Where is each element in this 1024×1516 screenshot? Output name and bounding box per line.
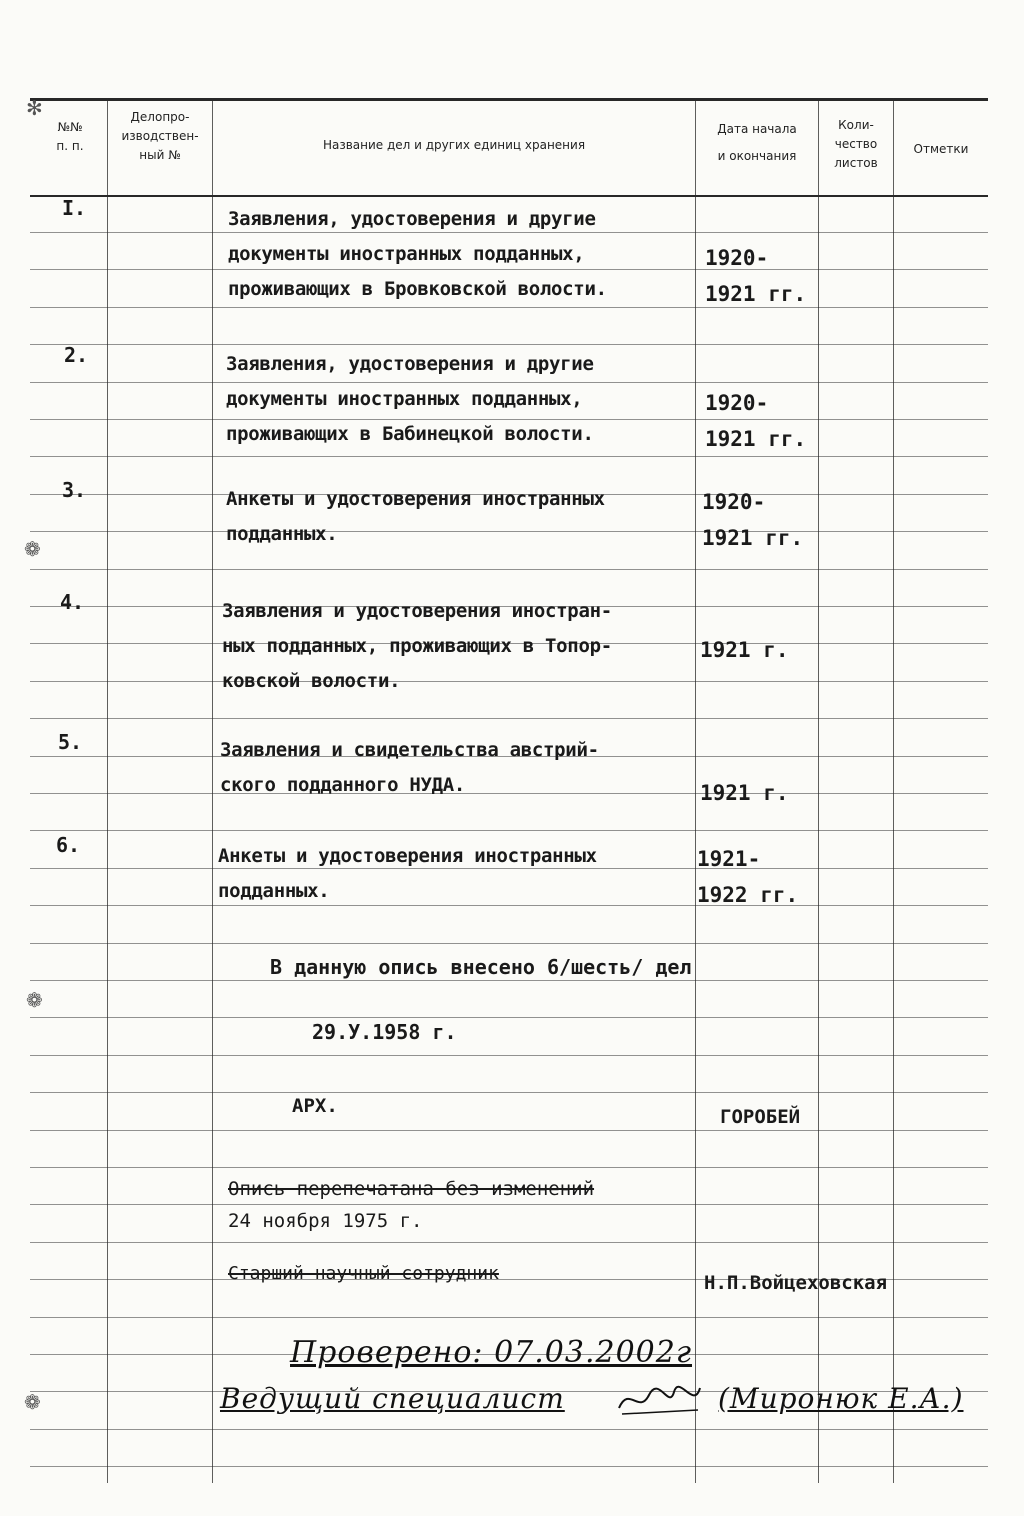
entry-dates <box>700 775 789 811</box>
binding-hole-mark: ❁ <box>26 988 43 1012</box>
entry-title <box>220 733 599 803</box>
entry-title-line: Заявления и свидетельства австрий- <box>220 739 599 761</box>
header-office-line1: Делопро- <box>130 110 190 124</box>
header-count-line3: листов <box>834 156 878 170</box>
ruled-line <box>30 830 988 831</box>
ruled-line <box>30 1092 988 1093</box>
entry-date-single: 1921 г. <box>700 638 789 662</box>
entry-title <box>228 202 607 307</box>
entry-date-end: 1921 гг. <box>702 526 804 550</box>
header-title <box>213 136 695 155</box>
entry-date-start: 1920- <box>705 391 769 415</box>
compiler-name: ГОРОБЕЙ <box>720 1106 801 1128</box>
entry-number: 4. <box>60 590 85 614</box>
ruled-line <box>30 1167 988 1168</box>
senior-name: Н.П.Войцеховская <box>704 1272 888 1294</box>
entry-title <box>226 347 594 452</box>
entry-title-line: проживающих в Бровковской волости. <box>228 278 607 300</box>
lead-title-handwriting: Ведущий специалист <box>220 1382 565 1415</box>
lead-name-handwriting: (Миронюк Е.А.) <box>718 1382 964 1415</box>
entry-title-line: ского подданного НУДА. <box>220 774 466 796</box>
entry-date-end: 1922 гг. <box>697 883 799 907</box>
entry-title-line: подданных. <box>218 880 330 902</box>
signature-scribble-icon <box>614 1380 704 1420</box>
header-office-line3: ный № <box>139 148 181 162</box>
senior-title: Старший научный сотрудник <box>228 1263 499 1284</box>
ruled-line <box>30 1317 988 1318</box>
header-num-line1: №№ <box>57 120 83 134</box>
compiler-position: АРХ. <box>292 1095 338 1117</box>
entry-title-line: документы иностранных подданных, <box>228 243 585 265</box>
ruled-line <box>30 1242 988 1243</box>
header-dates-line2: и окончания <box>717 149 797 163</box>
header-office-line2: изводствен- <box>121 129 199 143</box>
entry-dates <box>700 632 789 668</box>
entry-dates <box>697 841 798 913</box>
entry-dates <box>705 240 806 312</box>
header-title-text: Название дел и других единиц хранения <box>322 138 586 152</box>
entry-number: 2. <box>64 343 89 367</box>
entry-dates <box>705 385 806 457</box>
entry-date-end: 1921 гг. <box>705 427 807 451</box>
header-notes-text: Отметки <box>913 142 969 156</box>
reprint-date: 24 ноября 1975 г. <box>228 1210 423 1232</box>
column-divider-count <box>893 98 894 1483</box>
binding-hole-mark: ❁ <box>24 537 41 561</box>
ruled-line <box>30 1204 988 1205</box>
binding-hole-mark: ❁ <box>24 1390 41 1414</box>
entry-number: 6. <box>56 833 81 857</box>
ruled-line <box>30 1130 988 1131</box>
column-divider-num <box>107 98 108 1483</box>
ruled-line <box>30 307 988 308</box>
column-divider-title <box>695 98 696 1483</box>
table-top-border <box>30 98 988 101</box>
entry-title <box>226 482 605 552</box>
header-num <box>40 118 100 156</box>
entry-title-line: ных подданных, проживающих в Топор- <box>222 635 612 657</box>
header-num-line2: п. п. <box>56 139 84 153</box>
reprint-note: Опись перепечатана без изменений <box>228 1178 595 1200</box>
header-dates <box>696 120 818 166</box>
header-count-line2: чество <box>834 137 878 151</box>
header-bottom-border <box>30 195 988 197</box>
column-divider-office <box>212 98 213 1483</box>
header-dates-line1: Дата начала <box>717 122 797 136</box>
header-office <box>108 108 212 165</box>
entry-title-line: Заявления и удостоверения иностран- <box>222 600 612 622</box>
ruled-line <box>30 1429 988 1430</box>
entry-date-start: 1920- <box>705 246 769 270</box>
entry-number: I. <box>62 196 87 220</box>
ruled-line <box>30 456 988 457</box>
entry-title-line: документы иностранных подданных, <box>226 388 583 410</box>
entry-number: 3. <box>62 478 87 502</box>
header-notes <box>894 140 988 159</box>
ruled-line <box>30 1466 988 1467</box>
entry-title-line: Заявления, удостоверения и другие <box>226 353 594 375</box>
entry-title <box>222 594 612 699</box>
entry-date-start: 1920- <box>702 490 766 514</box>
entry-date-start: 1921- <box>697 847 761 871</box>
ruled-line <box>30 1055 988 1056</box>
header-count <box>819 116 893 173</box>
entry-date-end: 1921 гг. <box>705 282 807 306</box>
ruled-line <box>30 1017 988 1018</box>
header-count-line1: Коли- <box>838 118 874 132</box>
signature <box>614 1380 704 1428</box>
ruled-line <box>30 980 988 981</box>
summary-line: В данную опись внесено 6/шесть/ дел <box>270 955 692 979</box>
ruled-line <box>30 569 988 570</box>
compilation-date: 29.У.1958 г. <box>312 1020 457 1044</box>
entry-title-line: проживающих в Бабинецкой волости. <box>226 423 594 445</box>
entry-title-line: Анкеты и удостоверения иностранных <box>226 488 605 510</box>
entry-date-single: 1921 г. <box>700 781 789 805</box>
entry-title-line: подданных. <box>226 523 338 545</box>
checked-handwriting: Проверено: 07.03.2002г <box>290 1335 692 1370</box>
ruled-line <box>30 344 988 345</box>
entry-title-line: Заявления, удостоверения и другие <box>228 208 596 230</box>
entry-dates <box>702 484 803 556</box>
entry-number: 5. <box>58 730 83 754</box>
binding-hole-mark: ✻ <box>26 96 43 120</box>
entry-title-line: ковской волости. <box>222 670 401 692</box>
entry-title-line: Анкеты и удостоверения иностранных <box>218 845 597 867</box>
ruled-line <box>30 943 988 944</box>
ruled-line <box>30 718 988 719</box>
entry-title <box>218 839 597 909</box>
